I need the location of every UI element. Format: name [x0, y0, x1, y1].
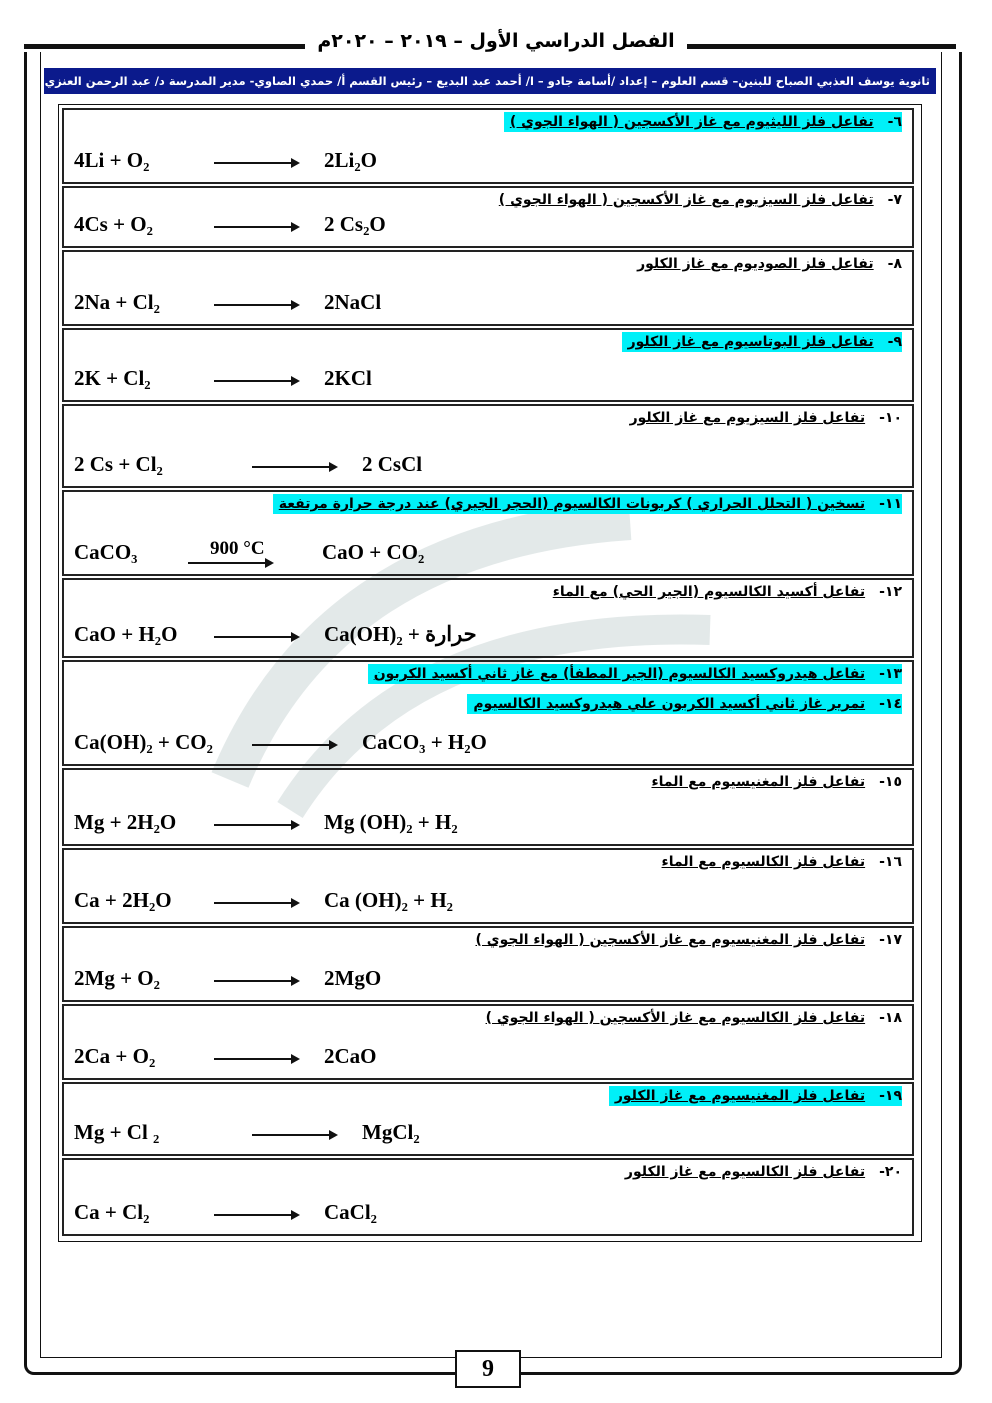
reaction-row	[62, 328, 914, 402]
reaction-title	[493, 190, 902, 210]
reaction-title	[609, 1086, 902, 1106]
equation-reactants: CaCO₃	[74, 540, 138, 564]
equation-products: Ca (OH)₂ + H₂	[324, 888, 453, 912]
equation-reactants: 2K + Cl₂	[74, 366, 151, 390]
equation-reactants: 4Cs + O₂	[74, 212, 153, 236]
arrow-icon	[214, 1058, 298, 1060]
reaction-row	[62, 250, 914, 326]
equation-reactants: Mg + Cl ₂	[74, 1120, 160, 1144]
arrow-icon	[214, 902, 298, 904]
reaction-number: ١٢-	[879, 584, 902, 600]
reaction-title-text: تفاعل فلز الكالسيوم مع الماء	[661, 854, 866, 870]
equation-reactants: CaO + H₂O	[74, 622, 178, 646]
reaction-title	[656, 852, 902, 872]
equation-reactants: Ca + Cl₂	[74, 1200, 150, 1224]
equation-reactants: 2Mg + O₂	[74, 966, 160, 990]
equation-products: 2NaCl	[324, 290, 382, 314]
arrow-icon	[214, 380, 298, 382]
reaction-row	[62, 490, 914, 576]
reaction-number: ١٧-	[879, 932, 902, 948]
page-title-text: الفصل الدراسي الأول – ٢٠١٩ – ٢٠٢٠م	[305, 30, 686, 52]
reaction-title-text: تمرير غاز ثاني أكسيد الكربون علي هيدروكسيد الكالسيوم	[473, 696, 866, 712]
equation-products: 2 CsCl	[362, 452, 423, 476]
equation-products: 2MgO	[324, 966, 382, 990]
reaction-title-text: تفاعل فلز المغنيسيوم مع غاز الأكسجين ( الهواء الجوي )	[475, 932, 866, 948]
reaction-title	[631, 254, 902, 274]
reaction-number: ١٩-	[879, 1088, 902, 1104]
reaction-title	[645, 772, 902, 792]
arrow-icon	[214, 824, 298, 826]
reaction-row	[62, 926, 914, 1002]
arrow-icon	[188, 562, 272, 564]
reaction-number: ١٣-	[879, 666, 902, 682]
equation-products: 2CaO	[324, 1044, 377, 1068]
reaction-number: ٦-	[887, 114, 902, 130]
reaction-number: ١٠-	[879, 410, 902, 426]
reaction-title	[547, 582, 902, 602]
reaction-number: ١٥-	[879, 774, 902, 790]
reaction-title-text: تفاعل هيدروكسيد الكالسيوم (الجير المطفأ) مع غاز ثاني أكسيد الكربون	[373, 666, 866, 682]
reaction-title	[480, 1008, 902, 1028]
reaction-row	[62, 848, 914, 924]
equation-products: MgCl₂	[362, 1120, 420, 1144]
equation-products: Ca(OH)₂ + حرارة	[324, 622, 477, 646]
school-banner: ثانوية يوسف العذبي الصباح للبنين– قسم العلوم – إعداد /أسامة جادو – ا/ أحمد عبد البديع – رئيس القسم أ/ حمدي الصاوي- مدير المدرسة د/ عبد الرحمن العنزي	[44, 68, 936, 94]
arrow-icon	[214, 304, 298, 306]
equation-reactants: 4Li + O₂	[74, 148, 150, 172]
equation-products: CaCO₃ + H₂O	[362, 730, 487, 754]
reaction-row	[62, 1158, 914, 1236]
arrow-icon	[214, 636, 298, 638]
page-number: 9	[455, 1350, 521, 1388]
reaction-title	[624, 408, 902, 428]
reaction-title-text: تفاعل أكسيد الكالسيوم (الجير الحي) مع الماء	[552, 584, 866, 600]
reaction-title-text: تفاعل فلز الليثيوم مع غاز الأكسجين ( الهواء الجوي )	[509, 114, 874, 130]
reaction-title	[504, 112, 902, 132]
reaction-number: ٩-	[887, 334, 902, 350]
reaction-row	[62, 108, 914, 184]
reaction-title-text: تفاعل فلز المغنيسيوم مع الماء	[651, 774, 866, 790]
arrow-icon	[252, 1134, 336, 1136]
reaction-number: ١٨-	[879, 1010, 902, 1026]
reaction-title	[273, 494, 902, 514]
reaction-title	[622, 332, 902, 352]
reaction-number: ١٦-	[879, 854, 902, 870]
equation-reactants: 2Na + Cl₂	[74, 290, 160, 314]
arrow-icon	[214, 980, 298, 982]
reaction-title	[470, 930, 903, 950]
page-title	[0, 30, 992, 52]
reaction-number: ٧-	[887, 192, 902, 208]
reaction-row	[62, 1004, 914, 1080]
equation-reactants: Ca + 2H₂O	[74, 888, 172, 912]
reaction-row	[62, 404, 914, 488]
equation-products: Mg (OH)₂ + H₂	[324, 810, 458, 834]
arrow-icon	[214, 162, 298, 164]
reaction-title	[368, 664, 902, 684]
reaction-title-text: تفاعل فلز السيزيوم مع غاز الكلور	[629, 410, 866, 426]
equation-products: 2KCl	[324, 366, 372, 390]
arrow-icon	[214, 226, 298, 228]
reaction-number: ١١-	[879, 496, 902, 512]
equation-reactants: Mg + 2H₂O	[74, 810, 177, 834]
reaction-number: ٨-	[887, 256, 902, 272]
reaction-title	[467, 694, 902, 714]
reaction-condition: 900 °C	[210, 538, 265, 559]
equation-reactants: 2 Cs + Cl₂	[74, 452, 163, 476]
equation-products: CaO + CO₂	[322, 540, 425, 564]
reaction-row	[62, 660, 914, 766]
reaction-title-text: تفاعل فلز البوتاسيوم مع غاز الكلور	[627, 334, 874, 350]
equation-reactants: Ca(OH)₂ + CO₂	[74, 730, 213, 754]
arrow-icon	[252, 466, 336, 468]
reaction-title-text: تسخين ( التحلل الحراري ) كربونات الكالسيوم (الحجر الجيري) عند درجة حرارة مرتفعة	[278, 496, 866, 512]
arrow-icon	[214, 1214, 298, 1216]
equation-products: CaCl₂	[324, 1200, 377, 1224]
reaction-row	[62, 578, 914, 658]
equation-reactants: 2Ca + O₂	[74, 1044, 156, 1068]
equation-products: 2Li₂O	[324, 148, 377, 172]
reaction-title-text: تفاعل فلز الصوديوم مع غاز الكلور	[637, 256, 874, 272]
arrow-icon	[252, 744, 336, 746]
reaction-number: ٢٠-	[879, 1164, 902, 1180]
reaction-title-text: تفاعل فلز السيزيوم مع غاز الأكسجين ( الهواء الجوي )	[498, 192, 874, 208]
reaction-row	[62, 186, 914, 248]
reaction-title-text: تفاعل فلز الكالسيوم مع غاز الكلور	[624, 1164, 866, 1180]
reaction-number: ١٤-	[879, 696, 902, 712]
equation-products: 2 Cs₂O	[324, 212, 386, 236]
reaction-row	[62, 768, 914, 846]
reaction-title-text: تفاعل فلز الكالسيوم مع غاز الأكسجين ( الهواء الجوي )	[485, 1010, 866, 1026]
reaction-row	[62, 1082, 914, 1156]
reaction-title-text: تفاعل فلز المغنيسيوم مع غاز الكلور	[614, 1088, 866, 1104]
reaction-title	[619, 1162, 902, 1182]
